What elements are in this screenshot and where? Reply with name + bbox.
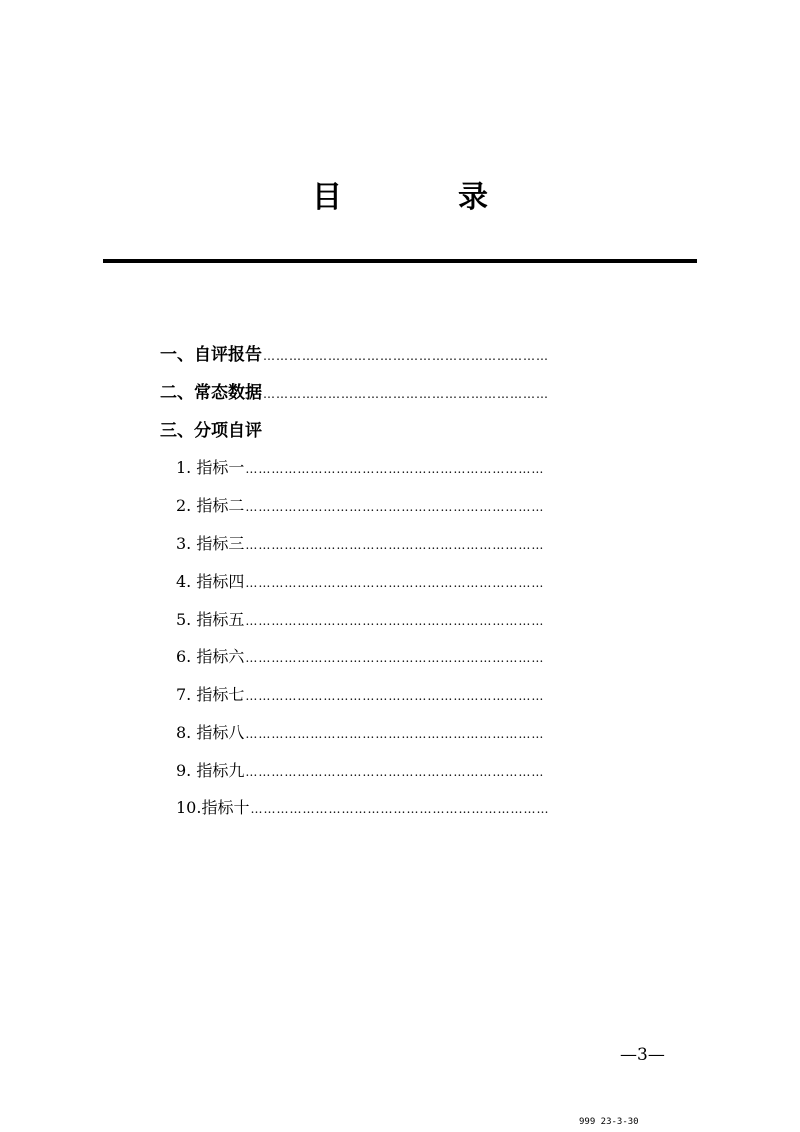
toc-item-1[interactable] [176, 453, 652, 483]
toc-section-itemized-evaluation[interactable] [160, 416, 660, 446]
title-divider [103, 259, 697, 263]
toc-item-7[interactable] [176, 680, 652, 710]
toc-dot-leader: …………………………………………………………… [245, 765, 545, 779]
toc-item-8[interactable] [176, 718, 652, 748]
toc-dot-leader: ………………………………………………………… [263, 349, 549, 363]
toc-item-2[interactable] [176, 491, 652, 521]
toc-dot-leader: …………………………………………………………… [245, 538, 545, 552]
toc-dot-leader: …………………………………………………………… [245, 500, 545, 514]
toc-section-label: 三、分项自评 [160, 421, 262, 441]
toc-section-label: 一、自评报告 [160, 345, 262, 365]
toc-item-label: 3. 指标三 [176, 534, 245, 553]
toc-dot-leader: …………………………………………………………… [245, 462, 545, 476]
toc-section-self-evaluation-report[interactable] [160, 340, 660, 370]
toc-item-label: 8. 指标八 [176, 723, 245, 742]
page-number: —3— [620, 1045, 665, 1065]
toc-item-4[interactable] [176, 567, 652, 597]
toc-section-label: 二、常态数据 [160, 383, 262, 403]
toc-dot-leader: …………………………………………………………… [245, 651, 545, 665]
toc-item-label: 6. 指标六 [176, 647, 245, 666]
toc-item-label: 5. 指标五 [176, 610, 245, 629]
toc-item-label: 7. 指标七 [176, 685, 245, 704]
toc-item-9[interactable] [176, 756, 652, 786]
toc-item-6[interactable] [176, 642, 652, 672]
toc-item-label: 1. 指标一 [176, 458, 245, 477]
page-title-char-1: 目 [312, 180, 342, 215]
page-title [0, 178, 800, 222]
toc-dot-leader: …………………………………………………………… [245, 614, 545, 628]
toc-item-10[interactable] [176, 793, 652, 823]
toc-item-5[interactable] [176, 605, 652, 635]
toc-dot-leader: …………………………………………………………… [250, 802, 550, 816]
toc-item-3[interactable] [176, 529, 652, 559]
toc-dot-leader: ………………………………………………………… [263, 387, 549, 401]
print-stamp: 999 23-3-30 [579, 1117, 639, 1127]
page-title-char-2: 录 [458, 180, 488, 215]
toc-item-label: 4. 指标四 [176, 572, 245, 591]
toc-dot-leader: …………………………………………………………… [245, 727, 545, 741]
toc-dot-leader: …………………………………………………………… [245, 689, 545, 703]
toc-section-routine-data[interactable] [160, 378, 660, 408]
toc-item-label: 2. 指标二 [176, 496, 245, 515]
toc-item-label: 9. 指标九 [176, 761, 245, 780]
toc-item-label: 10.指标十 [176, 798, 250, 817]
toc-dot-leader: …………………………………………………………… [245, 576, 545, 590]
